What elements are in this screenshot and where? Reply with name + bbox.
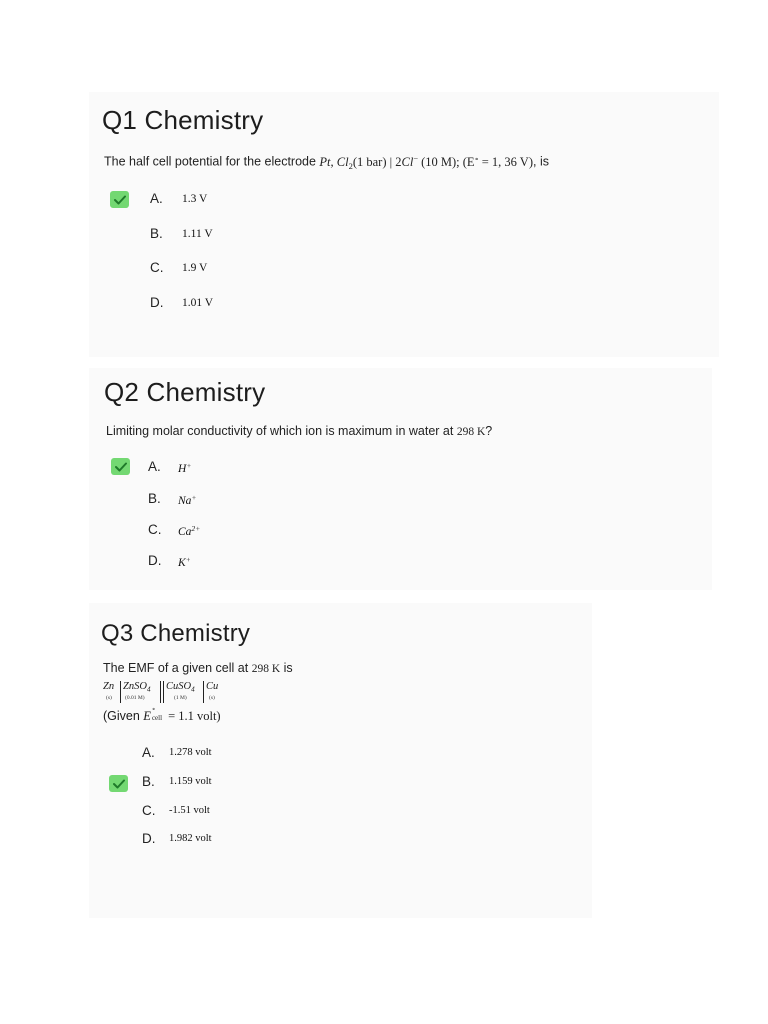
formula-superscript: − bbox=[413, 154, 418, 163]
cell-anode-state: (s) bbox=[106, 695, 112, 701]
option-d[interactable] bbox=[89, 829, 349, 851]
option-value: 1.159 volt bbox=[169, 776, 212, 787]
cell-anode-solution: ZnSO$_4$ bbox=[123, 681, 151, 694]
option-letter: B. bbox=[150, 226, 163, 241]
option-value bbox=[178, 524, 200, 538]
question-stem bbox=[104, 153, 549, 171]
option-letter: C. bbox=[150, 260, 164, 275]
formula-potential-value: = 1, 36 V) bbox=[478, 154, 533, 169]
stem-text: The half cell potential for the electrode bbox=[104, 154, 320, 169]
salt-bridge-line bbox=[160, 681, 161, 703]
stem-temperature: 298 K bbox=[456, 426, 486, 438]
option-letter: A. bbox=[150, 191, 163, 206]
cell-anode-concentration: (0.01 M) bbox=[125, 695, 145, 701]
question-title: Q3 Chemistry bbox=[101, 620, 251, 647]
stem-temperature: 298 K bbox=[251, 663, 281, 675]
question-card-q3 bbox=[89, 603, 592, 918]
option-value: 1.278 volt bbox=[169, 747, 212, 758]
option-value bbox=[178, 493, 197, 507]
correct-check-icon bbox=[109, 775, 128, 792]
cell-cathode-state: (s) bbox=[209, 695, 215, 701]
option-a[interactable] bbox=[89, 457, 349, 479]
option-letter: D. bbox=[148, 553, 162, 568]
given-formula: E ∘ cell = 1.1 volt) bbox=[143, 705, 221, 723]
ion-symbol: H bbox=[178, 463, 187, 476]
ion-symbol: K bbox=[178, 557, 186, 570]
correct-check-icon bbox=[111, 458, 130, 475]
option-d[interactable] bbox=[89, 293, 349, 315]
stem-suffix: is bbox=[280, 661, 293, 675]
question-card-q1 bbox=[89, 92, 719, 357]
question-card-q2 bbox=[89, 368, 712, 590]
formula-electrode: Pt, Cl bbox=[319, 154, 349, 169]
option-a[interactable] bbox=[89, 189, 349, 211]
ion-charge: + bbox=[191, 493, 197, 502]
formula-concentration: (10 M); (E bbox=[417, 154, 475, 169]
option-value: 1.982 volt bbox=[169, 833, 212, 844]
phase-boundary bbox=[120, 681, 121, 703]
option-value: -1.51 volt bbox=[169, 805, 210, 816]
stem-suffix: ? bbox=[485, 424, 493, 438]
option-value: 1.9 V bbox=[182, 262, 208, 274]
option-letter: B. bbox=[148, 491, 161, 506]
given-prefix: (Given bbox=[103, 709, 144, 723]
option-value bbox=[178, 461, 191, 475]
option-c[interactable] bbox=[89, 520, 349, 542]
option-letter: C. bbox=[148, 522, 162, 537]
question-title: Q1 Chemistry bbox=[102, 105, 264, 135]
cell-cathode-solution: CuSO$_4$ bbox=[166, 681, 195, 694]
ion-symbol: Na bbox=[178, 495, 192, 508]
stem-text: Limiting molar conductivity of which ion is maximum in water at bbox=[106, 424, 457, 438]
option-value: 1.11 V bbox=[182, 228, 213, 240]
option-letter: D. bbox=[142, 831, 156, 846]
option-c[interactable] bbox=[89, 258, 349, 280]
option-letter: A. bbox=[148, 459, 161, 474]
question-stem bbox=[106, 424, 492, 438]
stem-text: The EMF of a given cell at bbox=[103, 661, 252, 675]
salt-bridge-line bbox=[163, 681, 164, 703]
cell-cathode: Cu bbox=[206, 681, 219, 692]
option-value bbox=[178, 555, 191, 569]
option-letter: D. bbox=[150, 295, 164, 310]
option-a[interactable] bbox=[89, 743, 349, 765]
question-stem bbox=[103, 661, 293, 675]
stem-formula bbox=[319, 155, 533, 169]
option-c[interactable] bbox=[89, 801, 349, 823]
phase-boundary bbox=[203, 681, 204, 703]
option-b[interactable] bbox=[89, 224, 349, 246]
option-b[interactable] bbox=[89, 772, 349, 794]
ion-charge: 2+ bbox=[191, 524, 201, 533]
ion-charge: + bbox=[186, 461, 192, 470]
formula-ion: Cl bbox=[401, 154, 414, 169]
correct-check-icon bbox=[110, 191, 129, 208]
formula-pressure: (1 bar) | 2 bbox=[352, 154, 402, 169]
cell-cathode-concentration: (1 M) bbox=[174, 695, 187, 701]
option-b[interactable] bbox=[89, 489, 349, 511]
given-value bbox=[103, 705, 221, 724]
cell-anode: Zn bbox=[103, 681, 115, 692]
ion-symbol: Ca bbox=[178, 526, 192, 539]
option-letter: B. bbox=[142, 774, 155, 789]
option-letter: C. bbox=[142, 803, 156, 818]
option-value: 1.01 V bbox=[182, 297, 214, 309]
option-letter: A. bbox=[142, 745, 155, 760]
formula-standard-symbol: ∘ bbox=[474, 154, 479, 163]
stem-suffix: , is bbox=[533, 154, 549, 169]
ion-charge: + bbox=[185, 555, 191, 564]
formula-subscript: 2 bbox=[348, 160, 353, 171]
option-value: 1.3 V bbox=[182, 193, 208, 205]
option-d[interactable] bbox=[89, 551, 349, 573]
question-title: Q2 Chemistry bbox=[104, 377, 266, 407]
